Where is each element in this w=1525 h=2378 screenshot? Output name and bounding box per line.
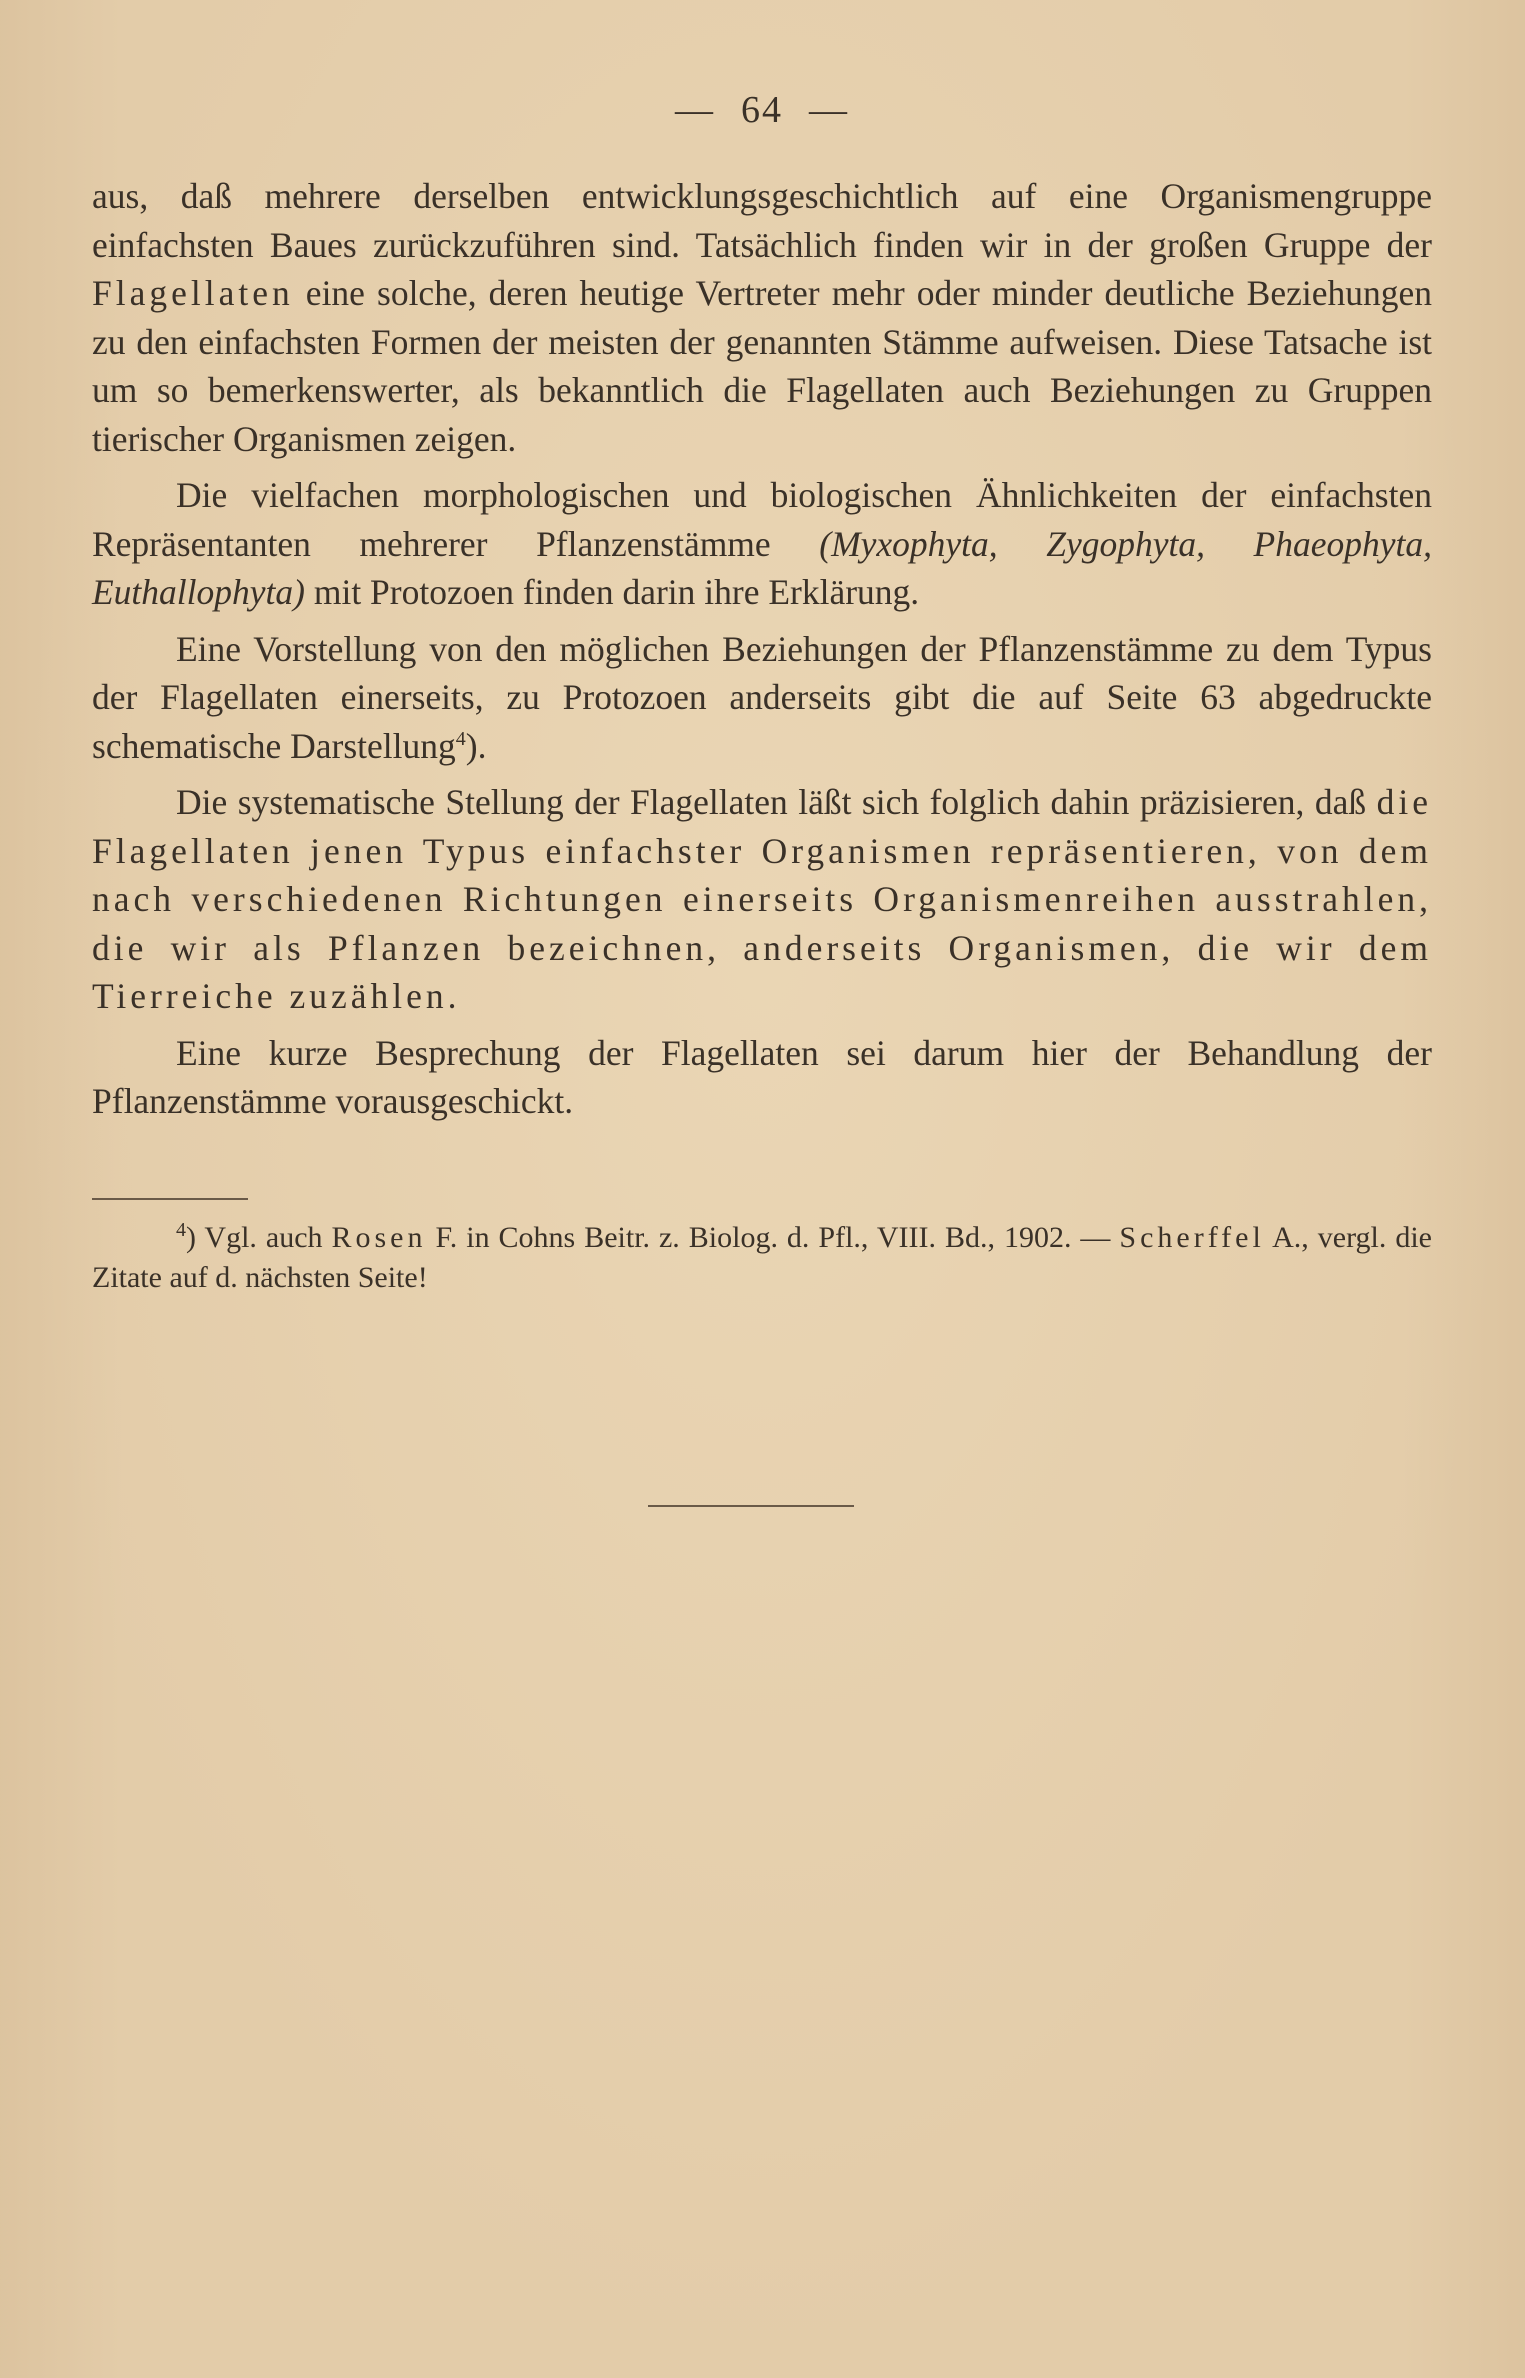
footnote-mark: 4 (176, 1219, 186, 1241)
paragraph-3-text: Eine Vorstellung von den möglichen Beziehungen der Pflanzenstämme zu dem Typus der Flagellaten einerseits, zu Protozoen anderseits gibt die auf Seite 63 abgedruckte schematische Darstellung (92, 628, 1432, 766)
footnote-text-after: A., vergl. die Zitate auf d. nächsten Seite! (92, 1221, 1432, 1294)
footnote-divider (92, 1198, 248, 1200)
paragraph-2-text-after: mit Protozoen finden darin ihre Erklärung. (304, 572, 920, 612)
paragraph-3 (92, 625, 1432, 771)
paragraph-4 (92, 778, 1432, 1021)
paragraph-1-spaced: Flagellaten (92, 273, 294, 313)
paragraph-5 (92, 1029, 1432, 1126)
paragraph-1-text: aus, daß mehrere derselben entwicklungsgeschichtlich auf eine Organismengruppe einfachsten Baues zurückzuführen sind. Tatsächlich finden wir in der großen Gruppe der (92, 176, 1432, 265)
paragraph-2 (92, 471, 1432, 617)
paragraph-1 (92, 172, 1432, 463)
paragraph-2-italic: (Myxophyta, Zygophyta, Phaeophyta, Euthallophyta) (92, 523, 1432, 612)
footnote-author-rosen: Rosen (331, 1221, 427, 1254)
end-divider (648, 1505, 854, 1507)
dash-left: — (675, 89, 715, 131)
paragraph-4-spaced: die Flagellaten jenen Typus einfachster Organismen repräsentieren, von dem nach verschiedenen Richtungen einerseits Organismenreihen ausstrahlen, die wir als Pflanzen bezeichnen, anderseits Organismen, die wir dem Tierreiche zuzählen. (92, 782, 1432, 1016)
paragraph-5-text: Eine kurze Besprechung der Flagellaten sei darum hier der Behandlung der Pflanzenstämme vorausgeschickt. (92, 1032, 1432, 1121)
footnote-text-before: ) Vgl. auch (186, 1221, 332, 1254)
page-number: 64 (741, 89, 783, 131)
footnote-reference: 4 (455, 727, 466, 750)
footnote-text-middle: F. in Cohns Beitr. z. Biolog. d. Pfl., VIII. Bd., 1902. — (426, 1221, 1120, 1254)
document-page (92, 0, 1432, 2378)
footnote-paragraph (92, 1218, 1432, 1298)
paragraph-3-text-after: ). (465, 725, 487, 766)
body-text (92, 172, 1432, 1134)
paragraph-2-text: Die vielfachen morphologischen und biologischen Ähnlichkeiten der einfachsten Repräsentanten mehrerer Pflanzenstämme (92, 475, 1432, 564)
paragraph-1-text-after: eine solche, deren heutige Vertreter mehr oder minder deutliche Beziehungen zu den einfachsten Formen der meisten der genannten Stämme aufweisen. Diese Tatsache ist um so bemerkenswerter, als bekanntlich die Flagellaten auch Beziehungen zu Gruppen tierischer Organismen zeigen. (92, 273, 1432, 459)
page-number-header (92, 88, 1432, 132)
paragraph-4-text: Die systematische Stellung der Flagellaten läßt sich folglich dahin präzisieren, daß (176, 782, 1377, 822)
footnote (92, 1218, 1432, 1298)
dash-right: — (809, 89, 849, 131)
footnote-author-scherffel: Scherffel (1119, 1221, 1265, 1254)
